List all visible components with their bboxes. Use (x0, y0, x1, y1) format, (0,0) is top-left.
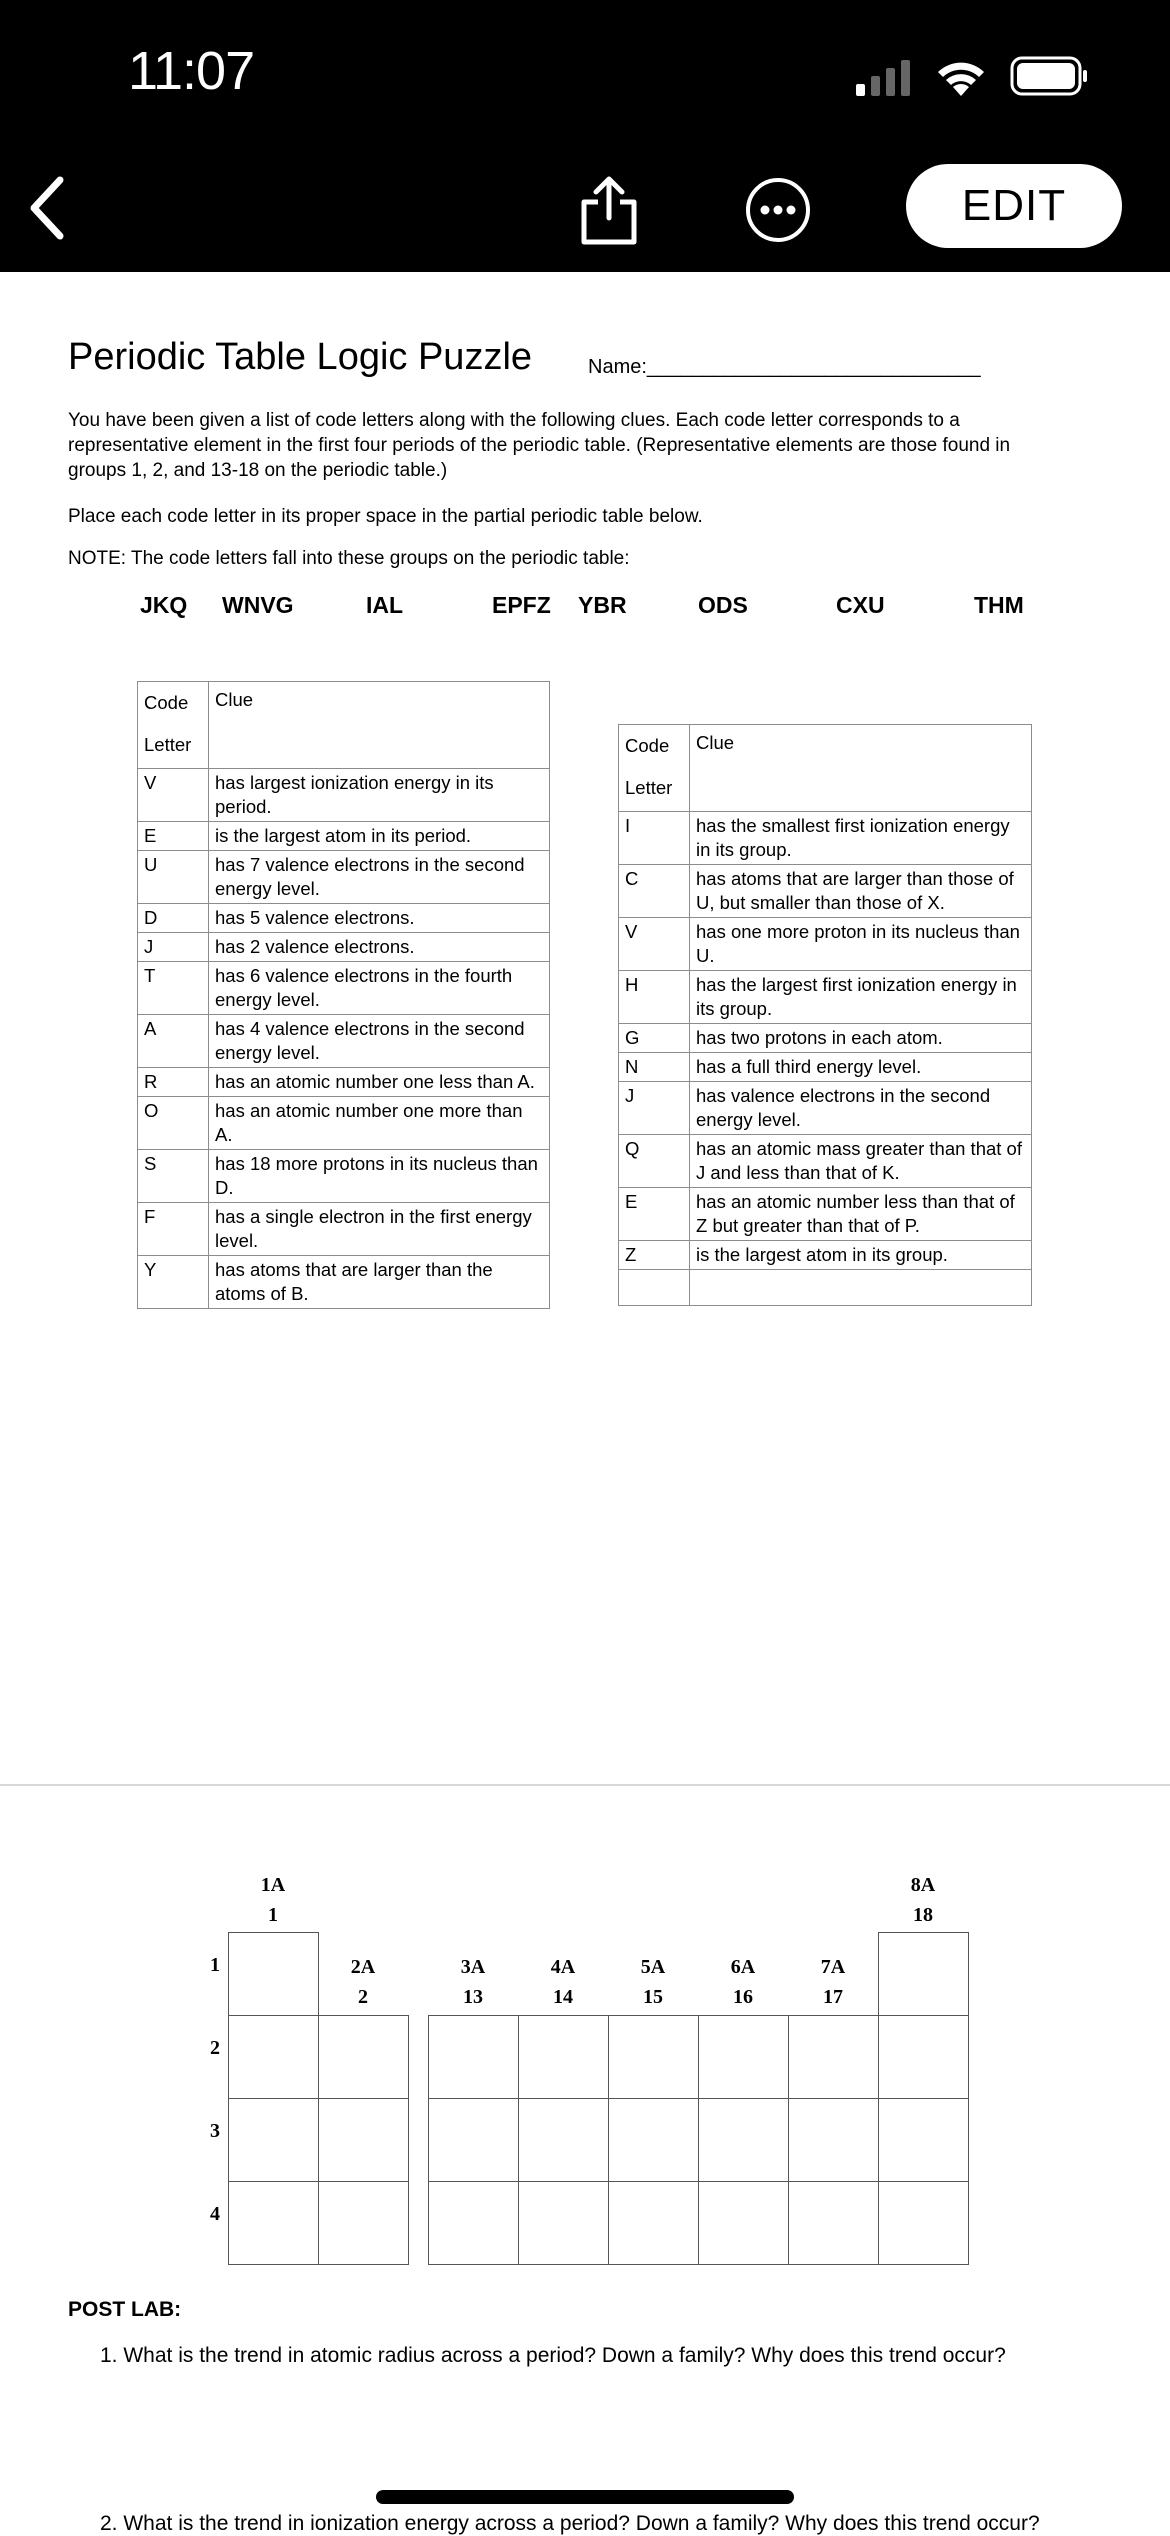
group-number: 14 (553, 1986, 573, 2008)
element-cell (878, 2015, 969, 2099)
header-clue: Clue (690, 725, 1032, 812)
header-clue: Clue (209, 682, 550, 769)
table-header-row (619, 725, 1032, 812)
element-cell (788, 2015, 879, 2099)
table-row (138, 933, 550, 962)
group-letters-1: JKQ (140, 592, 188, 618)
code-letter-cell: V (138, 769, 209, 822)
clue-cell: has largest ionization energy in its period. (209, 769, 550, 822)
clue-cell: has 5 valence electrons. (209, 904, 550, 933)
clue-cell: has 2 valence electrons. (209, 933, 550, 962)
clue-cell: has a full third energy level. (690, 1053, 1032, 1082)
code-letter-cell: E (619, 1188, 690, 1241)
share-icon[interactable] (576, 176, 642, 246)
page-divider (0, 1784, 1170, 1786)
group-label: 8A (910, 1874, 936, 1896)
intro-paragraph: You have been given a list of code letters along with the following clues. Each code letter corresponds to a representative element in the first four periods of the periodic table. (Representative elements are those found in groups 1, 2, and 13-18 on the periodic table.) (68, 410, 1011, 481)
more-options-icon[interactable] (744, 176, 812, 244)
group-letters-13: IAL (366, 592, 404, 618)
table-row (619, 918, 1032, 971)
clue-table-right (618, 724, 1032, 1306)
table-row (138, 769, 550, 822)
element-cell (608, 2098, 699, 2182)
period-label: 3 (210, 2120, 220, 2142)
group-letters-2: WNVG (222, 592, 294, 618)
table-row (138, 851, 550, 904)
wifi-icon (936, 56, 986, 98)
code-letter-cell: R (138, 1068, 209, 1097)
clue-cell: has 4 valence electrons in the second energy level. (209, 1015, 550, 1068)
code-letter-cell: O (138, 1097, 209, 1150)
home-indicator (376, 2490, 794, 2504)
code-letter-cell: I (619, 812, 690, 865)
element-cell (608, 2015, 699, 2099)
code-letter-cell: N (619, 1053, 690, 1082)
group-letters-16: ODS (698, 592, 748, 618)
clue-cell: has 6 valence electrons in the fourth energy level. (209, 962, 550, 1015)
table-row (619, 1082, 1032, 1135)
table-row (619, 1135, 1032, 1188)
code-letter-cell: U (138, 851, 209, 904)
group-label: 5A (640, 1956, 666, 1978)
group-letters-18: THM (974, 592, 1024, 618)
code-letter-cell: J (619, 1082, 690, 1135)
group-label: 2A (350, 1956, 376, 1978)
table-row (619, 1053, 1032, 1082)
clue-cell: has atoms that are larger than those of U, but smaller than those of X. (690, 865, 1032, 918)
clue-cell: has a single electron in the first energy level. (209, 1203, 550, 1256)
clue-cell: has an atomic number one less than A. (209, 1068, 550, 1097)
clue-table-left (137, 681, 550, 1309)
code-letter-cell: Q (619, 1135, 690, 1188)
element-cell (428, 2181, 519, 2265)
code-letter-cell: G (619, 1024, 690, 1053)
code-letter-cell: T (138, 962, 209, 1015)
element-cell (318, 2015, 409, 2099)
code-letter-cell: J (138, 933, 209, 962)
group-label: 3A (460, 1956, 486, 1978)
group-letters-14: EPFZ (492, 592, 551, 618)
table-row (138, 1256, 550, 1309)
element-cell (318, 2181, 409, 2265)
table-row (619, 865, 1032, 918)
element-cell (698, 2098, 789, 2182)
name-field-label: Name:______________________________ (588, 356, 981, 378)
group-label: 6A (730, 1956, 756, 1978)
clue-cell: is the largest atom in its group. (690, 1241, 1032, 1270)
group-number: 15 (643, 1986, 663, 2008)
element-cell (788, 2181, 879, 2265)
element-cell (228, 2015, 319, 2099)
clue-cell: has two protons in each atom. (690, 1024, 1032, 1053)
element-cell (518, 2015, 609, 2099)
period-label: 1 (210, 1954, 220, 1976)
table-row (619, 971, 1032, 1024)
group-label: 7A (820, 1956, 846, 1978)
element-cell (698, 2181, 789, 2265)
table-row (619, 1024, 1032, 1053)
element-cell (878, 1932, 969, 2016)
element-cell (698, 2015, 789, 2099)
element-cell (878, 2181, 969, 2265)
group-number: 1 (268, 1904, 278, 1926)
code-letter-cell: S (138, 1150, 209, 1203)
element-cell (428, 2098, 519, 2182)
group-label: 1A (260, 1874, 286, 1896)
back-chevron-icon[interactable] (22, 172, 72, 244)
element-cell (518, 2098, 609, 2182)
code-letter-cell: A (138, 1015, 209, 1068)
group-label: 4A (550, 1956, 576, 1978)
top-toolbar (0, 0, 1170, 272)
code-letter-cell: D (138, 904, 209, 933)
header-code: Code (144, 692, 189, 713)
status-time: 11:07 (128, 41, 255, 101)
code-letter-cell: F (138, 1203, 209, 1256)
element-cell (228, 2181, 319, 2265)
group-letters-15: YBR (578, 592, 627, 618)
table-row (138, 962, 550, 1015)
code-letter-cell: V (619, 918, 690, 971)
clue-cell: has 7 valence electrons in the second energy level. (209, 851, 550, 904)
element-cell (608, 2181, 699, 2265)
group-letters-17: CXU (836, 592, 885, 618)
edit-button[interactable]: EDIT (906, 164, 1122, 248)
code-letter-cell: Z (619, 1241, 690, 1270)
period-label: 2 (210, 2037, 220, 2059)
table-row (138, 822, 550, 851)
table-row (138, 1068, 550, 1097)
group-number: 2 (358, 1986, 368, 2008)
code-letter-cell: C (619, 865, 690, 918)
code-letter-cell (619, 1270, 690, 1306)
header-letter: Letter (625, 777, 673, 798)
table-row (138, 1150, 550, 1203)
clue-cell: has the smallest first ionization energy in its group. (690, 812, 1032, 865)
note-text: NOTE: The code letters fall into these groups on the periodic table: (68, 548, 630, 569)
element-cell (228, 1932, 319, 2016)
clue-cell: has 18 more protons in its nucleus than D. (209, 1150, 550, 1203)
table-row (619, 1270, 1032, 1306)
period-label: 4 (210, 2203, 220, 2225)
battery-icon (1010, 56, 1090, 96)
clue-cell: has an atomic number less than that of Z but greater than that of P. (690, 1188, 1032, 1241)
clue-cell: has an atomic mass greater than that of J and less than that of K. (690, 1135, 1032, 1188)
instruction-text: Place each code letter in its proper space in the partial periodic table below. (68, 506, 703, 527)
element-cell (518, 2181, 609, 2265)
clue-cell: has atoms that are larger than the atoms of B. (209, 1256, 550, 1309)
clue-cell: has one more proton in its nucleus than U. (690, 918, 1032, 971)
table-row (138, 1097, 550, 1150)
element-cell (788, 2098, 879, 2182)
element-cell (878, 2098, 969, 2182)
code-letter-cell: E (138, 822, 209, 851)
clue-cell (690, 1270, 1032, 1306)
element-cell (318, 2098, 409, 2182)
header-letter: Letter (144, 734, 192, 755)
post-lab-question-1: 1. What is the trend in atomic radius across a period? Down a family? Why does this trend occur? (100, 2344, 1006, 2367)
clue-cell: has the largest first ionization energy in its group. (690, 971, 1032, 1024)
clue-cell: has an atomic number one more than A. (209, 1097, 550, 1150)
group-number: 16 (733, 1986, 753, 2008)
cellular-signal-icon (856, 58, 916, 96)
element-cell (228, 2098, 319, 2182)
post-lab-heading: POST LAB: (68, 2298, 182, 2321)
group-number: 13 (463, 1986, 483, 2008)
clue-cell: is the largest atom in its period. (209, 822, 550, 851)
table-row (138, 1015, 550, 1068)
table-row (619, 812, 1032, 865)
page-title: Periodic Table Logic Puzzle (68, 336, 533, 378)
code-letter-cell: H (619, 971, 690, 1024)
group-number: 18 (913, 1904, 933, 1926)
header-code: Code (625, 735, 670, 756)
table-row (138, 1203, 550, 1256)
table-row (619, 1241, 1032, 1270)
clue-cell: has valence electrons in the second energy level. (690, 1082, 1032, 1135)
element-cell (428, 2015, 519, 2099)
table-header-row (138, 682, 550, 769)
table-row (619, 1188, 1032, 1241)
group-number: 17 (823, 1986, 843, 2008)
code-letter-cell: Y (138, 1256, 209, 1309)
table-row (138, 904, 550, 933)
post-lab-question-2: 2. What is the trend in ionization energy across a period? Down a family? Why does this trend occur? (100, 2512, 1040, 2535)
